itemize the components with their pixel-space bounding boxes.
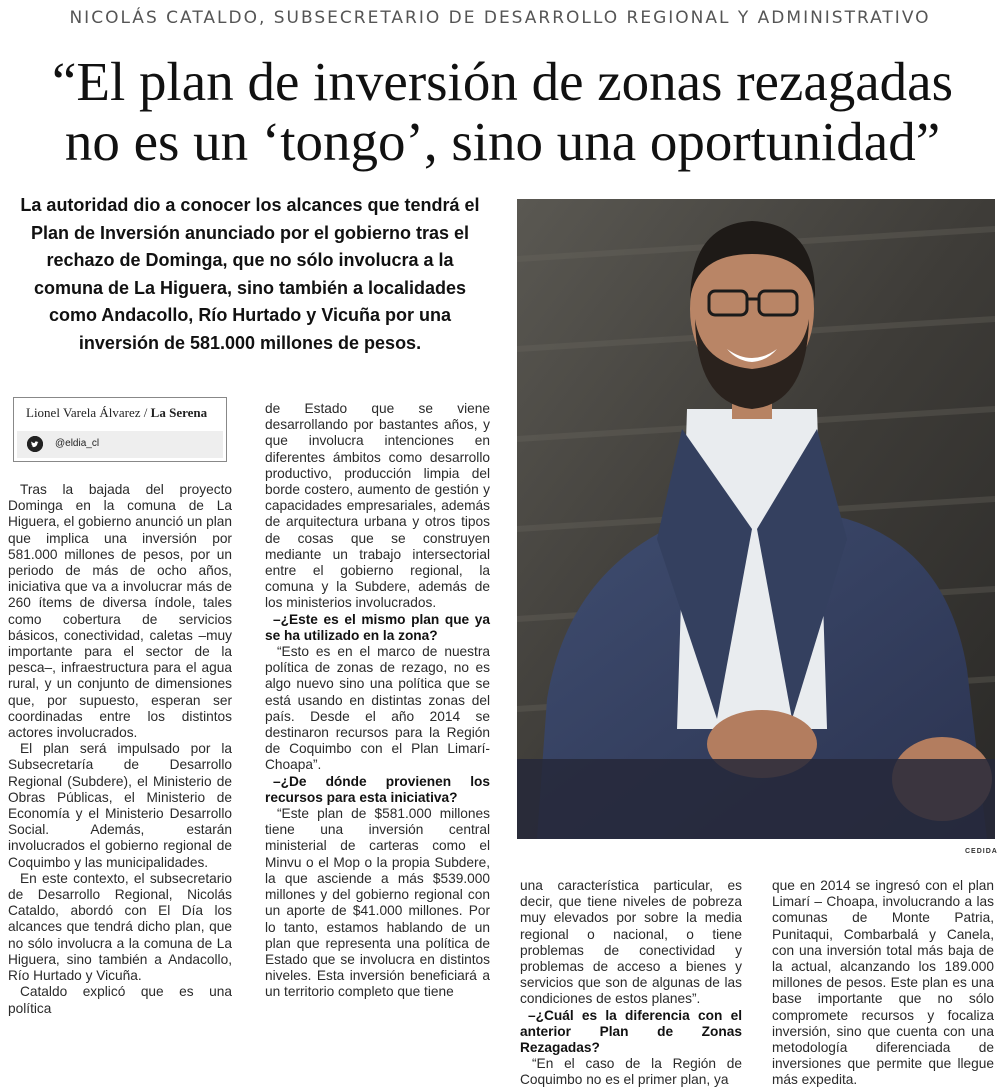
kicker: NICOLÁS CATALDO, SUBSECRETARIO DE DESARROLLO REGIONAL Y ADMINISTRATIVO (69, 8, 931, 28)
col3-paragraph-2: “En el caso de la Región de Coquimbo no es el primer plan, ya (520, 1056, 742, 1088)
col2-question-2: –¿De dónde provienen los recursos para esta iniciativa? (265, 773, 490, 805)
col3-question-1: –¿Cuál es la diferencia con el anterior Plan de Zonas Rezagadas? (520, 1007, 742, 1056)
portrait-illustration (517, 199, 995, 839)
portrait-photo (517, 199, 995, 839)
col2-paragraph-2: “Esto es en el marco de nuestra política de zonas de rezago, no es algo nuevo sino una política que se está usando en distintas zonas del país. Desde el año 2014 se destinaron recursos para la Región de Coquimbo con el Plan Limarí-Choapa”. (265, 644, 490, 773)
column-2 (265, 401, 490, 1001)
lead-paragraph: La autoridad dio a conocer los alcances que tendrá el Plan de Inversión anunciado por el gobierno tras el rechazo de Dominga, que no sólo involucra a la comuna de La Higuera, sino también a localidades como Andacollo, Río Hurtado y Vicuña por una inversión de 581.000 millones de pesos. (20, 195, 480, 353)
headline (10, 52, 995, 172)
col1-paragraph-3: En este contexto, el subsecretario de Desarrollo Regional, Nicolás Cataldo, abordó con El Día los alcances que tendrá dicho plan, que no sólo involucra a la comuna de La Higuera, sino también a Andacollo, Río Hurtado y Vicuña. (8, 870, 232, 984)
column-1 (8, 482, 232, 1017)
col1-paragraph-2: El plan será impulsado por la Subsecretaría de Desarrollo Regional (Subdere), el Ministerio de Obras Públicas, el Ministerio de Economía y el Ministerio Desarrollo Social. Además, estarán involucrados el gobierno regional de Coquimbo y las municipalidades. (8, 741, 232, 870)
author-name: Lionel Varela Álvarez (26, 405, 141, 420)
headline-line-1: “El plan de inversión de zonas rezagadas (51, 51, 953, 112)
twitter-strip (17, 431, 223, 458)
col1-paragraph-1: Tras la bajada del proyecto Dominga en la comuna de La Higuera, el gobierno anunció un plan que implica una inversión por 581.000 millones de pesos, por un periodo de más de ocho años, iniciativa que va a involucrar más de 260 ítems de diversa índole, tales como cobertura de servicios básicos, conectividad, caletas –muy importante para el sector de la pesca–, infraestructura para el agua rural, y un conjunto de dimensiones que, por supuesto, esperan ser coordinadas entre los distintos actores involucrados. (8, 482, 232, 741)
column-3 (520, 878, 742, 1089)
headline-line-2: no es un ‘tongo’, sino una oportunidad” (64, 111, 941, 172)
col3-paragraph-1: una característica particular, es decir, que tiene niveles de pobreza muy elevados por sobre la media regional o nacional, o tiene problemas de conectividad y problemas de acceso a bienes y servicios que son de algunas de las condiciones de estos planes”. (520, 878, 742, 1007)
col2-paragraph-1: de Estado que se viene desarrollando por bastantes años, y que involucra intenciones en diferentes ámbitos como desarrollo productivo, producción limpia del borde costero, aumento de gestión y capacidades empresariales, además de arquitectura urbana y otros tipos de cosas que se construyen mediante un trabajo intersectorial entre el gobierno regional, la comuna y la Subdere, además de los ministerios involucrados. (265, 401, 490, 611)
col4-paragraph-1: que en 2014 se ingresó con el plan Limarí – Choapa, involucrando a las comunas de Monte Patria, Punitaqui, Combarbalá y Canela, con una inversión total más baja de la actual, alcanzando los 189.000 millones de pesos. Este plan es una base importante que no sólo compromete recursos y focaliza inversión, sino que cuenta con una metodología diferenciada de inversiones que permite que llegue más expedita. (772, 878, 994, 1088)
col2-paragraph-3: “Este plan de $581.000 millones tiene una inversión central ministerial de carteras como el Minvu o el Mop o la propia Subdere, la que asciende a más $539.000 millones y del gobierno regional con un aporte de $41.000 millones. Por lo tanto, estamos hablando de un plan que representa una política de Estado que se involucra en distintos niveles. Esta inversión beneficiará a un territorio completo que tiene (265, 806, 490, 1000)
byline-location: La Serena (150, 405, 208, 420)
col2-question-1: –¿Este es el mismo plan que ya se ha utilizado en la zona? (265, 611, 490, 643)
photo-credit: CEDIDA (965, 848, 998, 855)
column-4 (772, 878, 994, 1089)
byline-box (13, 397, 227, 462)
twitter-bird-icon (27, 436, 43, 452)
col1-paragraph-4: Cataldo explicó que es una política (8, 984, 232, 1016)
byline-author-line (14, 398, 226, 421)
twitter-handle[interactable]: @eldia_cl (55, 438, 100, 449)
byline-separator: / (140, 405, 151, 420)
